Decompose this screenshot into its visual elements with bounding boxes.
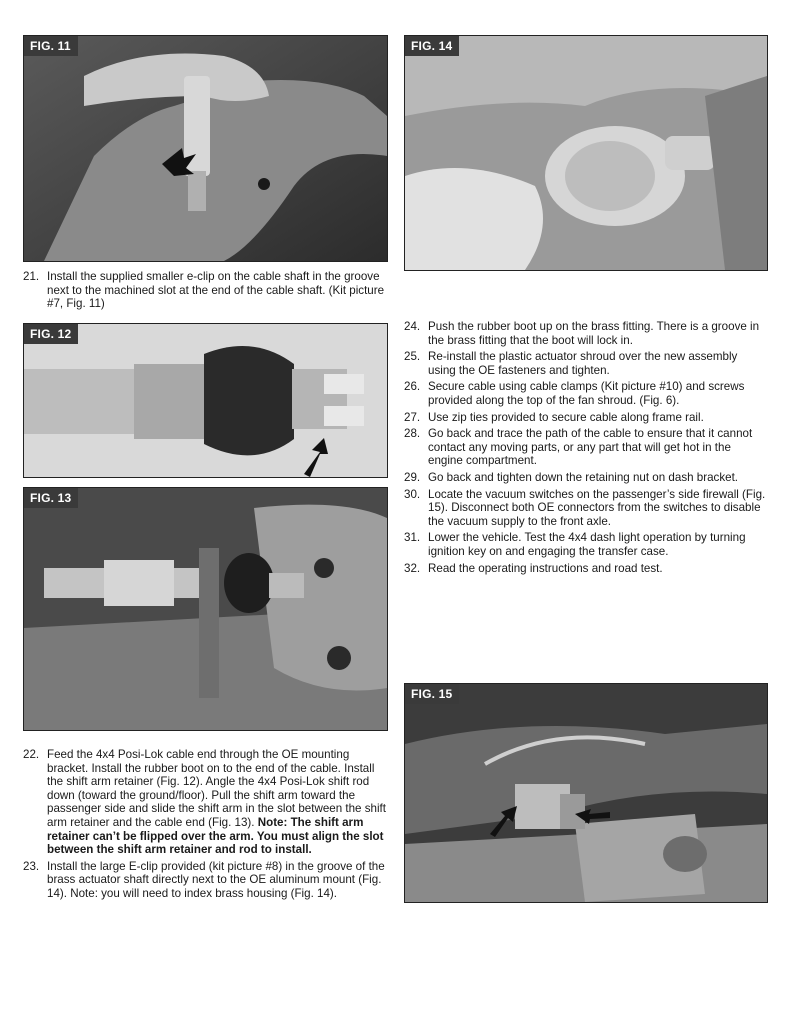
step-32-text: Read the operating instructions and road test. [428, 561, 663, 575]
figure-12-photo [24, 324, 387, 477]
step-27 [404, 411, 768, 425]
step-29 [404, 471, 768, 485]
step-23-text: Install the large E-clip provided (kit picture #8) in the groove of the brass actuator shaft directly next to the OE aluminum mount (Fig. 14). Note: you will need to index brass housing (Fig. 14). [47, 859, 385, 900]
step-32 [404, 562, 768, 576]
step-23 [23, 860, 386, 901]
step-31-text: Lower the vehicle. Test the 4x4 dash light operation by turning ignition key on and engaging the transfer case. [428, 531, 746, 558]
step-28 [404, 427, 768, 468]
figure-13-label: FIG. 13 [24, 488, 78, 508]
figure-11 [23, 35, 388, 262]
step-22-text: Feed the 4x4 Posi-Lok cable end through the OE mounting bracket. Install the rubber boot on to the end of the cable. Install the shift arm retainer (Fig. 12). Angle the 4x4 Posi-Lok shift rod down (toward the ground/floor). Pull the shift arm toward the passenger side and slide the shift arm in the slot between the shift arm retainer and the cable end (Fig. 13). [47, 748, 386, 829]
steps-list-21 [23, 270, 388, 314]
step-22-number: 22. [23, 748, 40, 761]
steps-list-24-32 [404, 320, 768, 578]
figure-14-photo [405, 36, 767, 270]
step-28-text: Go back and trace the path of the cable to ensure that it cannot contact any moving parts, or any part that will get hot in the engine compartment. [428, 427, 753, 468]
step-22 [23, 748, 386, 857]
step-26-text: Secure cable using cable clamps (Kit picture #10) and screws provided along the top of the fan shroud. (Fig. 6). [428, 380, 745, 407]
step-29-text: Go back and tighten down the retaining nut on dash bracket. [428, 470, 739, 484]
figure-15-photo [405, 684, 767, 902]
figure-15-label: FIG. 15 [405, 684, 459, 704]
step-26 [404, 380, 768, 407]
figure-14 [404, 35, 768, 271]
step-30-number: 30. [404, 487, 421, 501]
step-26-number: 26. [404, 380, 421, 394]
step-28-number: 28. [404, 427, 421, 441]
step-25 [404, 350, 768, 377]
figure-13 [23, 487, 388, 731]
figure-15 [404, 683, 768, 903]
step-29-number: 29. [404, 470, 421, 484]
step-25-number: 25. [404, 350, 421, 364]
step-32-number: 32. [404, 561, 421, 575]
step-21 [23, 270, 388, 311]
figure-12 [23, 323, 388, 478]
figure-11-photo [24, 36, 387, 261]
figure-14-label: FIG. 14 [405, 36, 459, 56]
step-31 [404, 531, 768, 558]
step-23-number: 23. [23, 859, 40, 873]
step-27-text: Use zip ties provided to secure cable along frame rail. [428, 410, 704, 424]
step-25-text: Re-install the plastic actuator shroud over the new assembly using the OE fasteners and tighten. [428, 350, 738, 377]
step-21-number: 21. [23, 270, 40, 283]
step-24-text: Push the rubber boot up on the brass fitting. There is a groove in the brass fitting that the boot will lock in. [428, 320, 760, 347]
step-30-text: Locate the vacuum switches on the passenger’s side firewall (Fig. 15). Disconnect both OE connectors from the switches to disable the vacuum supply to the front axle. [428, 487, 766, 528]
step-24-number: 24. [404, 320, 421, 333]
figure-12-label: FIG. 12 [24, 324, 78, 344]
step-22-note: Note: The shift arm retainer can’t be flipped over the arm. You must align the slot between the shift arm retainer and rod to install. [47, 815, 384, 857]
step-31-number: 31. [404, 531, 421, 545]
steps-list-22-23 [23, 748, 386, 904]
figure-11-label: FIG. 11 [24, 36, 78, 56]
step-24 [404, 320, 768, 347]
step-27-number: 27. [404, 410, 421, 424]
figure-13-photo [24, 488, 387, 730]
step-21-text: Install the supplied smaller e-clip on the cable shaft in the groove next to the machined slot at the end of the cable shaft. (Kit picture #7, Fig. 11) [47, 270, 385, 311]
step-30 [404, 488, 768, 529]
